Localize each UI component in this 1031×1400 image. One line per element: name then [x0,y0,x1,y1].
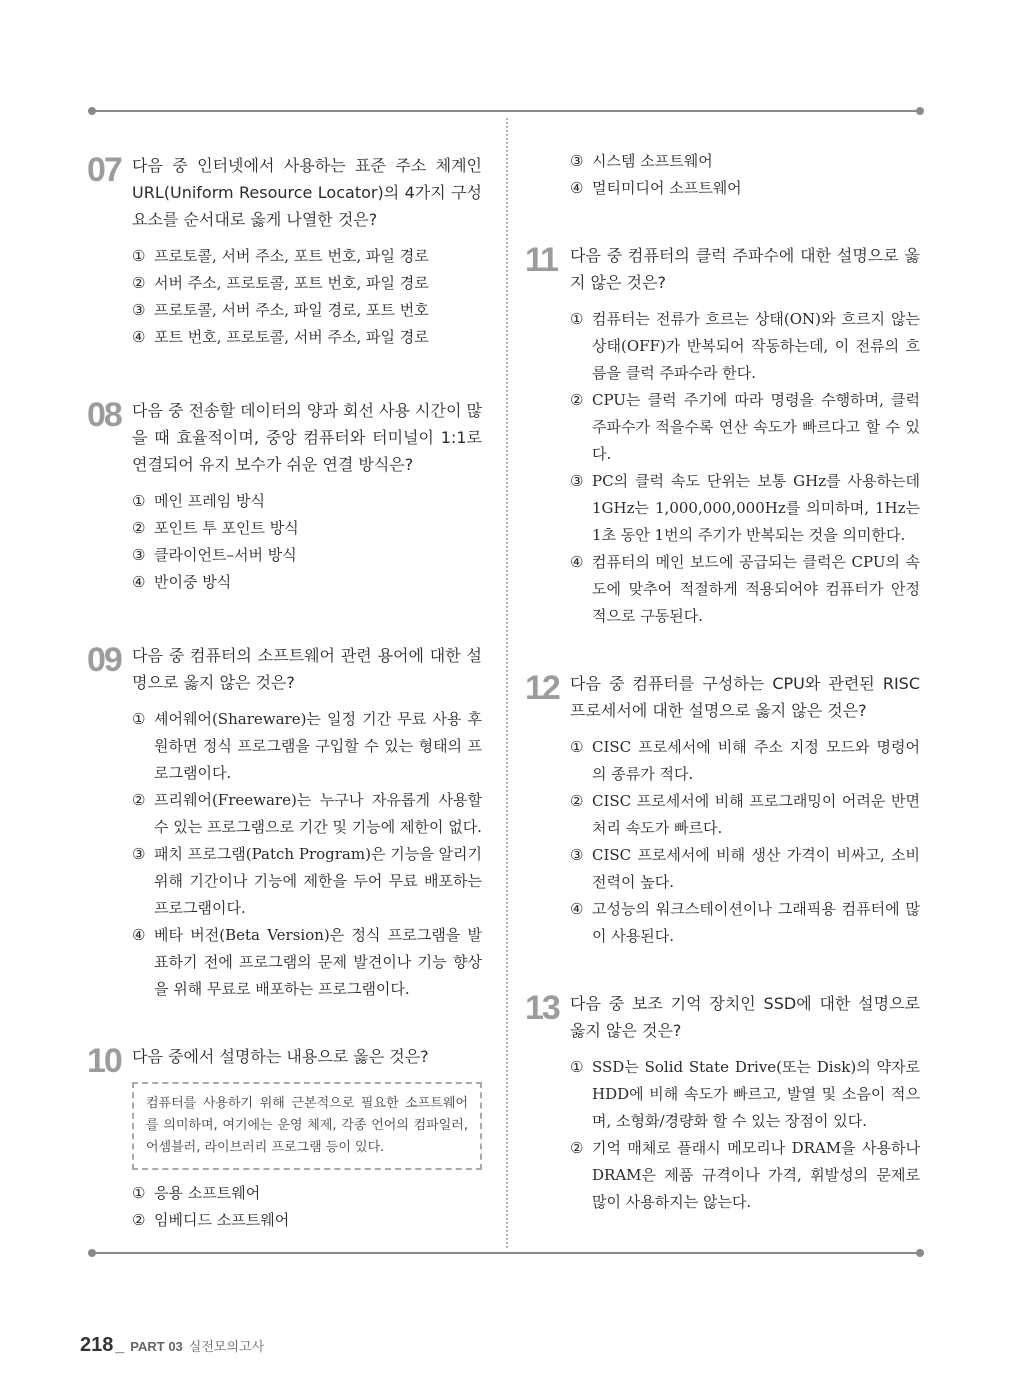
option: ④ 멀티미디어 소프트웨어 [570,179,742,197]
question-13 [525,989,920,1216]
page-number: 218 [80,1334,114,1356]
options-list [132,1180,482,1234]
option: ④ 반이중 방식 [132,573,232,591]
question-stem: 다음 중 컴퓨터의 소프트웨어 관련 용어에 대한 설명으로 옳지 않은 것은? [132,646,482,692]
option: ① SSD는 Solid State Drive(또는 Disk)의 약자로 HDD에 비해 속도가 빠르고, 발열 및 소음이 적으며, 소형화/경량화 할 수 있는 장점이 있다. [570,1058,920,1130]
question-09 [87,641,482,1003]
option: ③ CISC 프로세서에 비해 생산 가격이 비싸고, 소비 전력이 높다. [570,846,920,891]
question-stem: 다음 중에서 설명하는 내용으로 옳은 것은? [132,1047,429,1066]
option: ① CISC 프로세서에 비해 주소 지정 모드와 명령어의 종류가 적다. [570,738,920,783]
option: ③ PC의 클럭 속도 단위는 보통 GHz를 사용하는데 1GHz는 1,000,000,000Hz를 의미하며, 1Hz는 1초 동안 1번의 주기가 반복되는 것을 의미한다. [570,472,920,544]
option: ① 셰어웨어(Shareware)는 일정 기간 무료 사용 후 원하면 정식 프로그램을 구입할 수 있는 형태의 프로그램이다. [132,710,482,782]
question-08 [87,396,482,596]
question-number: 08 [87,396,121,434]
option: ④ 베타 버전(Beta Version)은 정식 프로그램을 발표하기 전에 프로그램의 문제 발견이나 기능 향상을 위해 무료로 배포하는 프로그램이다. [132,926,482,998]
option: ② 프리웨어(Freeware)는 누구나 자유롭게 사용할 수 있는 프로그램으로 기간 및 기능에 제한이 없다. [132,791,482,836]
question-07 [87,151,482,351]
option: ② CISC 프로세서에 비해 프로그래밍이 어려운 반면 처리 속도가 빠르다. [570,792,920,837]
option: ② CPU는 클럭 주기에 따라 명령을 수행하며, 클럭 주파수가 적을수록 연산 속도가 빠르다고 할 수 있다. [570,391,920,463]
option: ① 컴퓨터는 전류가 흐르는 상태(ON)와 흐르지 않는 상태(OFF)가 반복되어 작동하는데, 이 전류의 흐름을 클럭 주파수라 한다. [570,310,920,382]
options-list [132,243,482,351]
bottom-rule [92,1252,920,1254]
question-number: 12 [525,669,559,707]
question-number: 10 [87,1042,121,1080]
question-10-continued-options [570,148,920,202]
question-stem: 다음 중 보조 기억 장치인 SSD에 대한 설명으로 옳지 않은 것은? [570,994,920,1040]
option: ② 서버 주소, 프로토콜, 포트 번호, 파일 경로 [132,274,429,292]
description-box: 컴퓨터를 사용하기 위해 근본적으로 필요한 소프트웨어를 의미하며, 여기에는 운영 체제, 각종 언어의 컴파일러, 어셈블러, 라이브러리 프로그램 등이 있다. [132,1082,482,1170]
page-footer [80,1334,264,1357]
option: ④ 포트 번호, 프로토콜, 서버 주소, 파일 경로 [132,328,429,346]
question-10 [87,1042,482,1234]
question-stem: 다음 중 전송할 데이터의 양과 회선 사용 시간이 많을 때 효율적이며, 중앙 컴퓨터와 터미널이 1:1로 연결되어 유지 보수가 쉬운 연결 방식은? [132,401,482,474]
question-number: 13 [525,989,559,1027]
question-12 [525,669,920,950]
question-11 [525,241,920,630]
question-number: 11 [525,241,557,279]
top-rule [92,110,920,112]
question-stem: 다음 중 컴퓨터를 구성하는 CPU와 관련된 RISC 프로세서에 대한 설명으로 옳지 않은 것은? [570,674,920,720]
option: ① 응용 소프트웨어 [132,1184,261,1202]
left-column [87,148,482,1234]
options-list [570,306,920,630]
options-list [132,706,482,1003]
option: ③ 프로토콜, 서버 주소, 파일 경로, 포트 번호 [132,301,429,319]
part-title: 실전모의고사 [188,1339,265,1354]
option: ④ 컴퓨터의 메인 보드에 공급되는 클럭은 CPU의 속도에 맞추어 적절하게 적용되어야 컴퓨터가 안정적으로 구동된다. [570,553,920,625]
footer-separator: _ [115,1338,125,1355]
options-list [570,1054,920,1216]
option: ④ 고성능의 워크스테이션이나 그래픽용 컴퓨터에 많이 사용된다. [570,900,920,945]
option: ③ 시스템 소프트웨어 [570,152,713,170]
options-list [570,734,920,950]
right-column [525,148,920,1216]
option: ② 기억 매체로 플래시 메모리나 DRAM을 사용하나 DRAM은 제품 규격이나 가격, 휘발성의 문제로 많이 사용하지는 않는다. [570,1139,920,1211]
part-label: PART 03 [130,1339,183,1354]
option: ② 포인트 투 포인트 방식 [132,519,299,537]
question-stem: 다음 중 컴퓨터의 클럭 주파수에 대한 설명으로 옳지 않은 것은? [570,246,920,292]
column-divider [506,118,508,1248]
option: ② 임베디드 소프트웨어 [132,1211,290,1229]
option: ③ 클라이언트–서버 방식 [132,546,297,564]
question-number: 07 [87,151,121,189]
options-list [132,488,482,596]
question-number: 09 [87,641,121,679]
option: ③ 패치 프로그램(Patch Program)은 기능을 알리기 위해 기간이나 기능에 제한을 두어 무료 배포하는 프로그램이다. [132,845,482,917]
option: ① 메인 프레임 방식 [132,492,265,510]
question-stem: 다음 중 인터넷에서 사용하는 표준 주소 체계인 URL(Uniform Resource Locator)의 4가지 구성 요소를 순서대로 옳게 나열한 것은? [132,156,482,229]
option: ① 프로토콜, 서버 주소, 포트 번호, 파일 경로 [132,247,429,265]
